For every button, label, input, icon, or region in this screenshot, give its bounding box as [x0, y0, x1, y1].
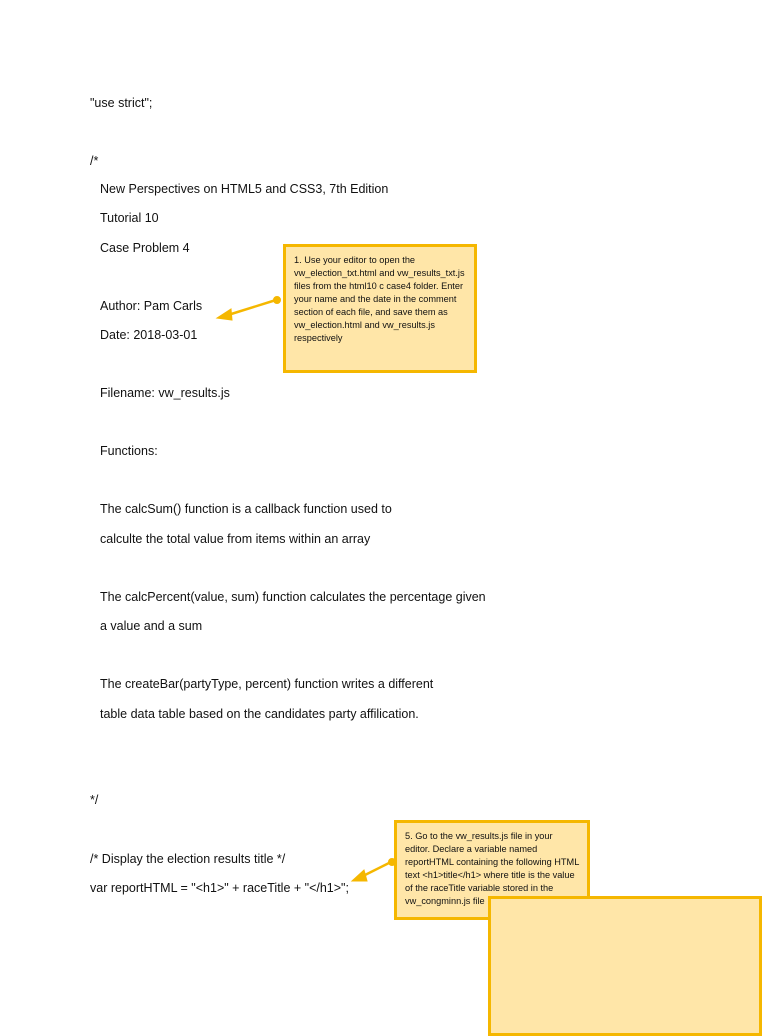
code-line-use-strict: "use strict"; [90, 96, 153, 110]
arrow-note-1 [217, 297, 281, 321]
note-step-1-text: 1. Use your editor to open the vw_election_txt.html and vw_results_txt.js files from the html10 c case4 folder. Enter your name and the date in the comment section of each file, and save them as vw_election.html and vw_results.js respectively [294, 255, 465, 343]
code-line-filename: Filename: vw_results.js [100, 386, 230, 400]
code-line-createbar-1: The createBar(partyType, percent) function writes a different [100, 677, 434, 691]
code-line-comment-close: */ [90, 793, 99, 807]
code-line-case-problem: Case Problem 4 [100, 241, 190, 255]
note-step-5-text: 5. Go to the vw_results.js file in your editor. Declare a variable named reportHTML containing the following HTML text <h1>title</h1> where title is the value of the raceTitle variable stored in the vw_congminn.js file [405, 831, 579, 906]
note-step-1 [283, 244, 477, 373]
code-line-calcpercent-1: The calcPercent(value, sum) function calculates the percentage given [100, 590, 486, 604]
code-line-tutorial: Tutorial 10 [100, 211, 159, 225]
code-line-functions-heading: Functions: [100, 444, 158, 458]
code-line-comment-open: /* [90, 154, 99, 168]
code-line-author: Author: Pam Carls [100, 299, 203, 313]
code-line-calcpercent-2: a value and a sum [100, 619, 203, 633]
code-line-book-title: New Perspectives on HTML5 and CSS3, 7th Edition [100, 182, 389, 196]
code-line-calcsum-1: The calcSum() function is a callback function used to [100, 502, 392, 516]
empty-note-box [488, 896, 762, 1036]
code-line-createbar-2: table data table based on the candidates party affilication. [100, 707, 419, 721]
code-line-report-html: var reportHTML = "<h1>" + raceTitle + "</h1>"; [90, 881, 349, 895]
code-line-display-comment: /* Display the election results title */ [90, 852, 286, 866]
code-line-calcsum-2: calculte the total value from items within an array [100, 532, 371, 546]
code-line-date: Date: 2018-03-01 [100, 328, 198, 342]
arrow-note-5 [352, 859, 396, 882]
